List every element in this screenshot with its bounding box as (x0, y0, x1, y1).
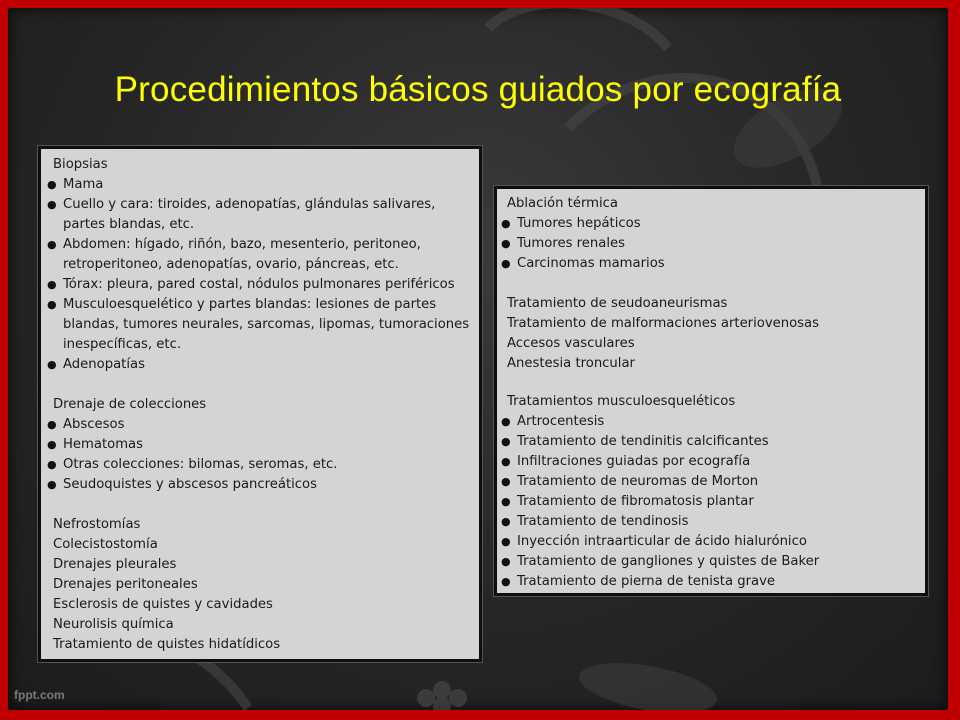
procedure-line: Neurolisis química (53, 617, 174, 632)
watermark-logo: fppt.com (14, 688, 65, 702)
biopsias-list (47, 175, 475, 375)
list-item: ● Tratamiento de neuromas de Morton (501, 472, 921, 492)
list-item: ● Otras colecciones: bilomas, seromas, etc. (47, 455, 475, 475)
procedure-line: Accesos vasculares (507, 336, 635, 351)
list-item: ● Inyección intraarticular de ácido hialurónico (501, 532, 921, 552)
list-item: ● Tratamiento de gangliones y quistes de Baker (501, 552, 921, 572)
procedure-line: Colecistostomía (53, 537, 158, 552)
slide (8, 8, 948, 710)
right-procedures-box (494, 186, 928, 596)
musculo-list (501, 412, 921, 592)
procedure-line: Drenajes pleurales (53, 557, 177, 572)
spacer (47, 375, 475, 395)
procedure-line: Esclerosis de quistes y cavidades (53, 597, 273, 612)
spacer (501, 374, 921, 392)
list-item: ● Tratamiento de pierna de tenista grave (501, 572, 921, 592)
list-item: ● Hematomas (47, 435, 475, 455)
drenaje-list (47, 415, 475, 495)
list-item: ● Musculoesquelético y partes blandas: lesiones de partes blandas, tumores neurales, sarcomas, lipomas, tumoraciones inespecíficas, etc. (47, 295, 475, 355)
list-item: ● Infiltraciones guiadas por ecografía (501, 452, 921, 472)
list-item: ● Tratamiento de tendinitis calcificantes (501, 432, 921, 452)
section-heading-drenaje: Drenaje de colecciones (53, 397, 207, 412)
section-heading-biopsias: Biopsias (53, 157, 108, 172)
slide-title: Procedimientos básicos guiados por ecografía (114, 70, 842, 109)
left-procedures-box (38, 146, 482, 662)
procedure-line: Drenajes peritoneales (53, 577, 198, 592)
procedure-line: Tratamiento de seudoaneurismas (507, 296, 728, 311)
spacer (47, 495, 475, 515)
list-item: ● Seudoquistes y abscesos pancreáticos (47, 475, 475, 495)
section-heading-ablacion: Ablación térmica (507, 196, 618, 211)
list-item: ● Tumores hepáticos (501, 214, 921, 234)
list-item: ● Mama (47, 175, 475, 195)
spacer (501, 274, 921, 294)
list-item: ● Carcinomas mamarios (501, 254, 921, 274)
list-item: ● Abdomen: hígado, riñón, bazo, mesenterio, peritoneo, retroperitoneo, adenopatías, ovario, páncreas, etc. (47, 235, 475, 275)
list-item: ● Tórax: pleura, pared costal, nódulos pulmonares periféricos (47, 275, 475, 295)
procedure-line: Tratamiento de quistes hidatídicos (53, 637, 281, 652)
list-item: ● Tratamiento de fibromatosis plantar (501, 492, 921, 512)
procedure-line: Anestesia troncular (507, 356, 635, 371)
list-item: ● Adenopatías (47, 355, 475, 375)
procedure-line: Nefrostomías (53, 517, 141, 532)
procedure-line: Tratamiento de malformaciones arteriovenosas (507, 316, 820, 331)
list-item: ● Cuello y cara: tiroides, adenopatías, glándulas salivares, partes blandas, etc. (47, 195, 475, 235)
ablacion-list (501, 214, 921, 274)
list-item: ● Tumores renales (501, 234, 921, 254)
list-item: ● Artrocentesis (501, 412, 921, 432)
list-item: ● Tratamiento de tendinosis (501, 512, 921, 532)
section-heading-musculo: Tratamientos musculoesqueléticos (507, 394, 736, 409)
list-item: ● Abscesos (47, 415, 475, 435)
